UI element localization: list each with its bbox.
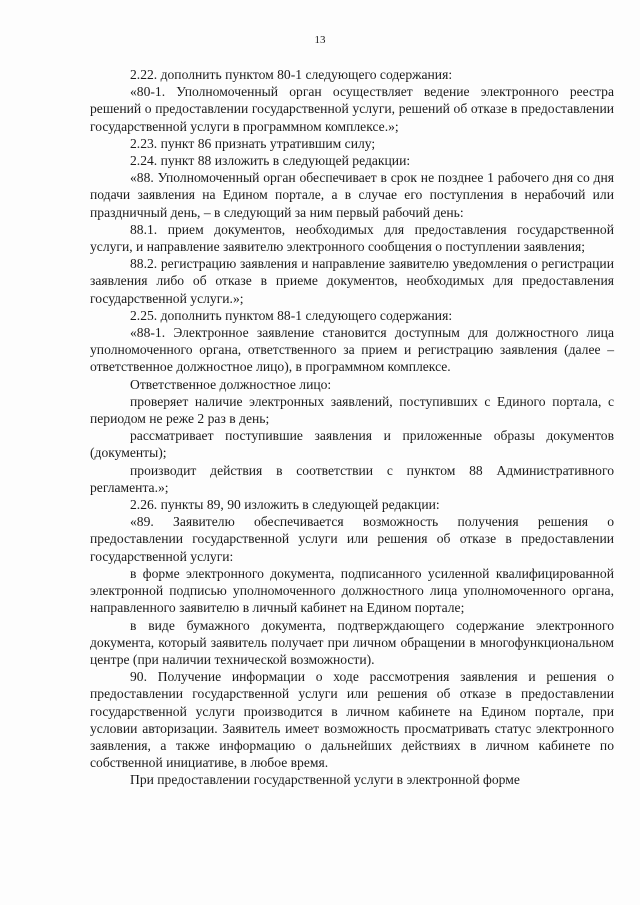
- paragraph: проверяет наличие электронных заявлений, поступивших с Единого портала, с периодом не реже 2 раз в день;: [90, 393, 614, 427]
- paragraph: в виде бумажного документа, подтверждающего содержание электронного документа, который заявитель получает при личном обращении в многофункциональном центре (при наличии технической возможности).: [90, 617, 614, 667]
- paragraph: 2.25. дополнить пунктом 88-1 следующего содержания:: [130, 307, 453, 323]
- paragraph: «89. Заявителю обеспечивается возможность получения решения о предоставлении государственной услуги или решения об отказе в предоставлении государственной услуги:: [90, 514, 614, 564]
- page-number: 13: [314, 34, 326, 46]
- paragraph: 88.2. регистрацию заявления и направление заявителю уведомления о регистрации заявления либо об отказе в приеме документов, необходимых для предоставления государственной услуги.»;: [90, 256, 614, 306]
- paragraph: 88.1. прием документов, необходимых для предоставления государственной услуги, и направление заявителю электронного сообщения о поступлении заявления;: [90, 221, 614, 255]
- paragraph: 2.22. дополнить пунктом 80-1 следующего содержания:: [130, 67, 453, 82]
- paragraph: рассматривает поступившие заявления и приложенные образы документов (документы);: [90, 428, 614, 461]
- paragraph: «80-1. Уполномоченный орган осуществляет ведение электронного реестра решений о предоставлении государственной услуги, решений об отказе в предоставлении государственной услуги в программном комплексе.»;: [90, 84, 614, 134]
- paragraph: 2.24. пункт 88 изложить в следующей редакции:: [130, 153, 411, 169]
- paragraph: 2.26. пункты 89, 90 изложить в следующей редакции:: [130, 497, 440, 513]
- paragraph: производит действия в соответствии с пунктом 88 Административного регламента.»;: [90, 462, 614, 495]
- paragraph: Ответственное должностное лицо:: [130, 376, 332, 392]
- paragraph: «88-1. Электронное заявление становится доступным для должностного лица уполномоченного органа, ответственного за прием и регистрацию заявления (далее – ответственное должностное лицо), в программном комплексе.: [90, 325, 614, 375]
- document-body: [90, 66, 614, 789]
- paragraph: в форме электронного документа, подписанного усиленной квалифицированной электронной подписью уполномоченного должностного лица уполномоченного органа, направленного заявителю в личный кабинет на Едином портале;: [90, 565, 614, 616]
- paragraph: «88. Уполномоченный орган обеспечивает в срок не позднее 1 рабочего дня со дня подачи заявления на Едином портале, а в случае его поступления в нерабочий или праздничный день, – в следующий за ним первый рабочий день:: [90, 170, 614, 220]
- paragraph: При предоставлении государственной услуги в электронной форме: [130, 772, 520, 788]
- paragraph: 2.23. пункт 86 признать утратившим силу;: [130, 135, 376, 151]
- paragraph: 90. Получение информации о ходе рассмотрения заявления и решения о предоставлении государственной услуги или решения об отказе в предоставлении государственной услуги производится в личном кабинете на Едином портале, при условии авторизации. Заявитель имеет возможность просматривать статус электронного заявления, а также информацию о дальнейших действиях в личном кабинете по собственной инициативе, в любое время.: [90, 669, 614, 771]
